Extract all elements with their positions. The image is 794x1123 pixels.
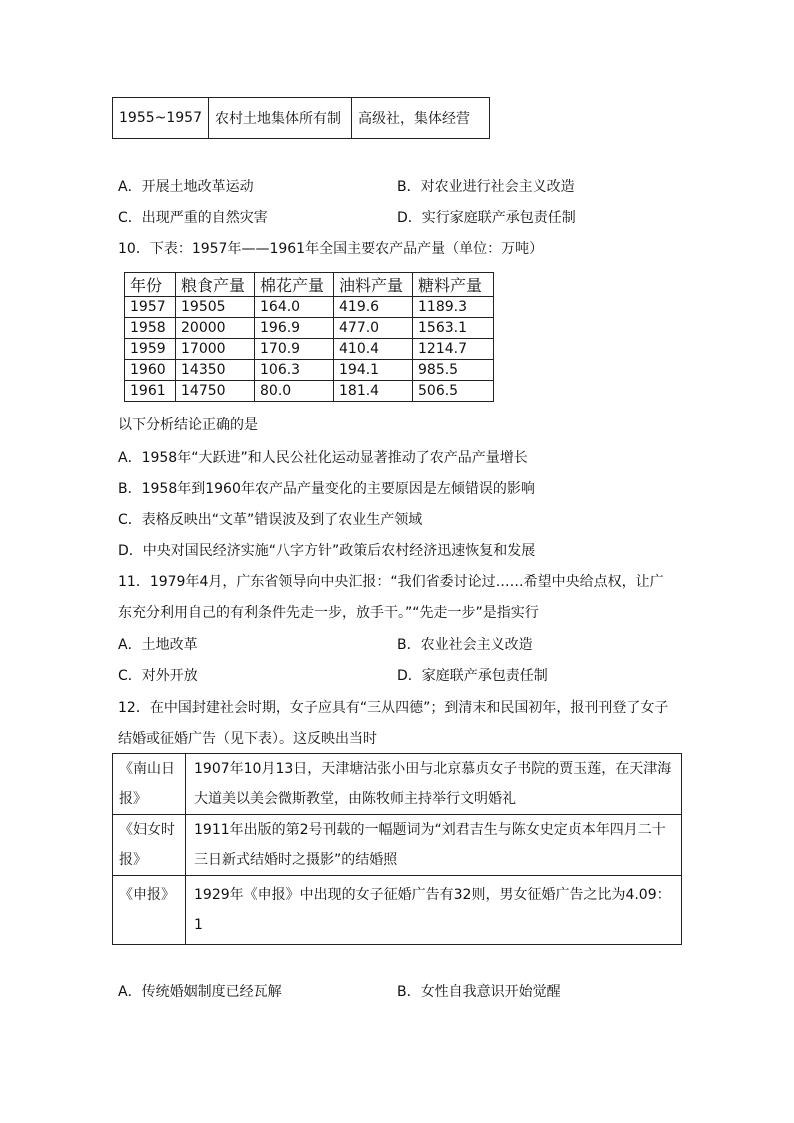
table-cell: 1189.3 xyxy=(413,297,494,318)
q12-stem-line2: 结婚或征婚广告（见下表）。这反映出当时 xyxy=(118,731,377,747)
content-cell xyxy=(186,815,682,876)
table-cell: 477.0 xyxy=(334,318,413,339)
marriage-ad-table xyxy=(112,753,682,945)
source-cell xyxy=(113,754,186,815)
content-line: 三日新式结婚时之摄影”的结婚照 xyxy=(194,852,398,868)
table-cell: 1959 xyxy=(125,339,176,360)
table-row xyxy=(125,360,494,381)
q12-option-a: A．传统婚姻制度已经瓦解 xyxy=(118,984,282,1000)
q9-option-c: C．出现严重的自然灾害 xyxy=(118,210,268,226)
land-system-table xyxy=(112,97,490,139)
q10-option-c: C．表格反映出“文革”错误波及到了农业生产领域 xyxy=(118,512,423,528)
q10-option-b: B．1958年到1960年农产品产量变化的主要原因是左倾错误的影响 xyxy=(118,481,535,497)
content-line: 1911年出版的第2号刊载的一幅题词为“刘君吉生与陈女史定贞本年四月二十 xyxy=(194,822,666,838)
table-cell: 106.3 xyxy=(255,360,334,381)
q11-stem-line2: 东充分利用自己的有利条件先走一步，放手干。”“先走一步”是指实行 xyxy=(118,605,539,621)
table-cell: 419.6 xyxy=(334,297,413,318)
q11-option-d: D．家庭联产承包责任制 xyxy=(397,668,548,684)
source-line: 报》 xyxy=(119,791,147,807)
header-cell: 油料产量 xyxy=(334,273,413,297)
table-cell: 14350 xyxy=(176,360,255,381)
content-cell xyxy=(186,876,682,945)
q10-option-a: A．1958年“大跃进”和人民公社化运动显著推动了农产品产量增长 xyxy=(118,450,528,466)
q11-option-b: B．农业社会主义改造 xyxy=(397,637,533,653)
table-cell: 1214.7 xyxy=(413,339,494,360)
content-cell xyxy=(186,754,682,815)
q10-option-d: D．中央对国民经济实施“八字方针”政策后农村经济迅速恢复和发展 xyxy=(118,543,536,559)
content-line: 1907年10月13日，天津塘沽张小田与北京慕贞女子书院的贾玉莲，在天津海 xyxy=(194,761,672,777)
table-cell: 194.1 xyxy=(334,360,413,381)
table-row xyxy=(125,297,494,318)
table-cell: 80.0 xyxy=(255,381,334,402)
q11-option-c: C．对外开放 xyxy=(118,668,198,684)
source-cell xyxy=(113,815,186,876)
table-row xyxy=(125,339,494,360)
q10-prompt: 以下分析结论正确的是 xyxy=(118,417,258,433)
source-cell xyxy=(113,876,186,945)
table-row xyxy=(125,318,494,339)
table-cell: 1563.1 xyxy=(413,318,494,339)
table-cell: 1960 xyxy=(125,360,176,381)
table-cell: 20000 xyxy=(176,318,255,339)
table-cell: 1961 xyxy=(125,381,176,402)
table-cell: 农村土地集体所有制 xyxy=(209,98,352,139)
q9-option-a: A．开展土地改革运动 xyxy=(118,179,254,195)
table-cell: 17000 xyxy=(176,339,255,360)
table-row xyxy=(113,98,490,139)
source-line: 《南山日 xyxy=(119,761,175,777)
table-cell: 19505 xyxy=(176,297,255,318)
produce-table xyxy=(124,272,494,402)
q10-stem: 10．下表：1957年——1961年全国主要农产品产量（单位：万吨） xyxy=(118,241,544,257)
q9-option-d: D．实行家庭联产承包责任制 xyxy=(397,210,576,226)
table-cell: 506.5 xyxy=(413,381,494,402)
table-row xyxy=(113,754,682,815)
content-line: 大道美以美会微斯教堂，由陈牧师主持举行文明婚礼 xyxy=(194,791,516,807)
source-line: 《申报》 xyxy=(119,887,175,903)
q12-stem-line1: 12．在中国封建社会时期，女子应具有“三从四德”；到清末和民国初年，报刊刊登了女子 xyxy=(118,700,669,716)
header-cell: 糖料产量 xyxy=(413,273,494,297)
table-cell: 181.4 xyxy=(334,381,413,402)
table-cell: 14750 xyxy=(176,381,255,402)
header-cell: 粮食产量 xyxy=(176,273,255,297)
q9-option-b: B．对农业进行社会主义改造 xyxy=(397,179,575,195)
source-line: 报》 xyxy=(119,852,147,868)
header-cell: 年份 xyxy=(125,273,176,297)
q12-option-b: B．女性自我意识开始觉醒 xyxy=(397,984,561,1000)
table-row xyxy=(125,381,494,402)
table-cell: 410.4 xyxy=(334,339,413,360)
table-cell: 高级社，集体经营 xyxy=(352,98,490,139)
q11-option-a: A．土地改革 xyxy=(118,637,198,653)
source-line: 《妇女时 xyxy=(119,822,175,838)
table-cell: 1957 xyxy=(125,297,176,318)
table-cell: 985.5 xyxy=(413,360,494,381)
table-row xyxy=(113,815,682,876)
table-cell: 1958 xyxy=(125,318,176,339)
table-cell: 170.9 xyxy=(255,339,334,360)
table-cell: 196.9 xyxy=(255,318,334,339)
q11-stem-line1: 11．1979年4月，广东省领导向中央汇报：“我们省委讨论过……希望中央给点权，让广 xyxy=(118,574,664,590)
table-row xyxy=(113,876,682,945)
table-cell: 1955~1957 xyxy=(113,98,209,139)
table-header-row xyxy=(125,273,494,297)
content-line: 1929年《申报》中出现的女子征婚广告有32则，男女征婚广告之比为4.09：1 xyxy=(194,887,671,933)
header-cell: 棉花产量 xyxy=(255,273,334,297)
table-cell: 164.0 xyxy=(255,297,334,318)
